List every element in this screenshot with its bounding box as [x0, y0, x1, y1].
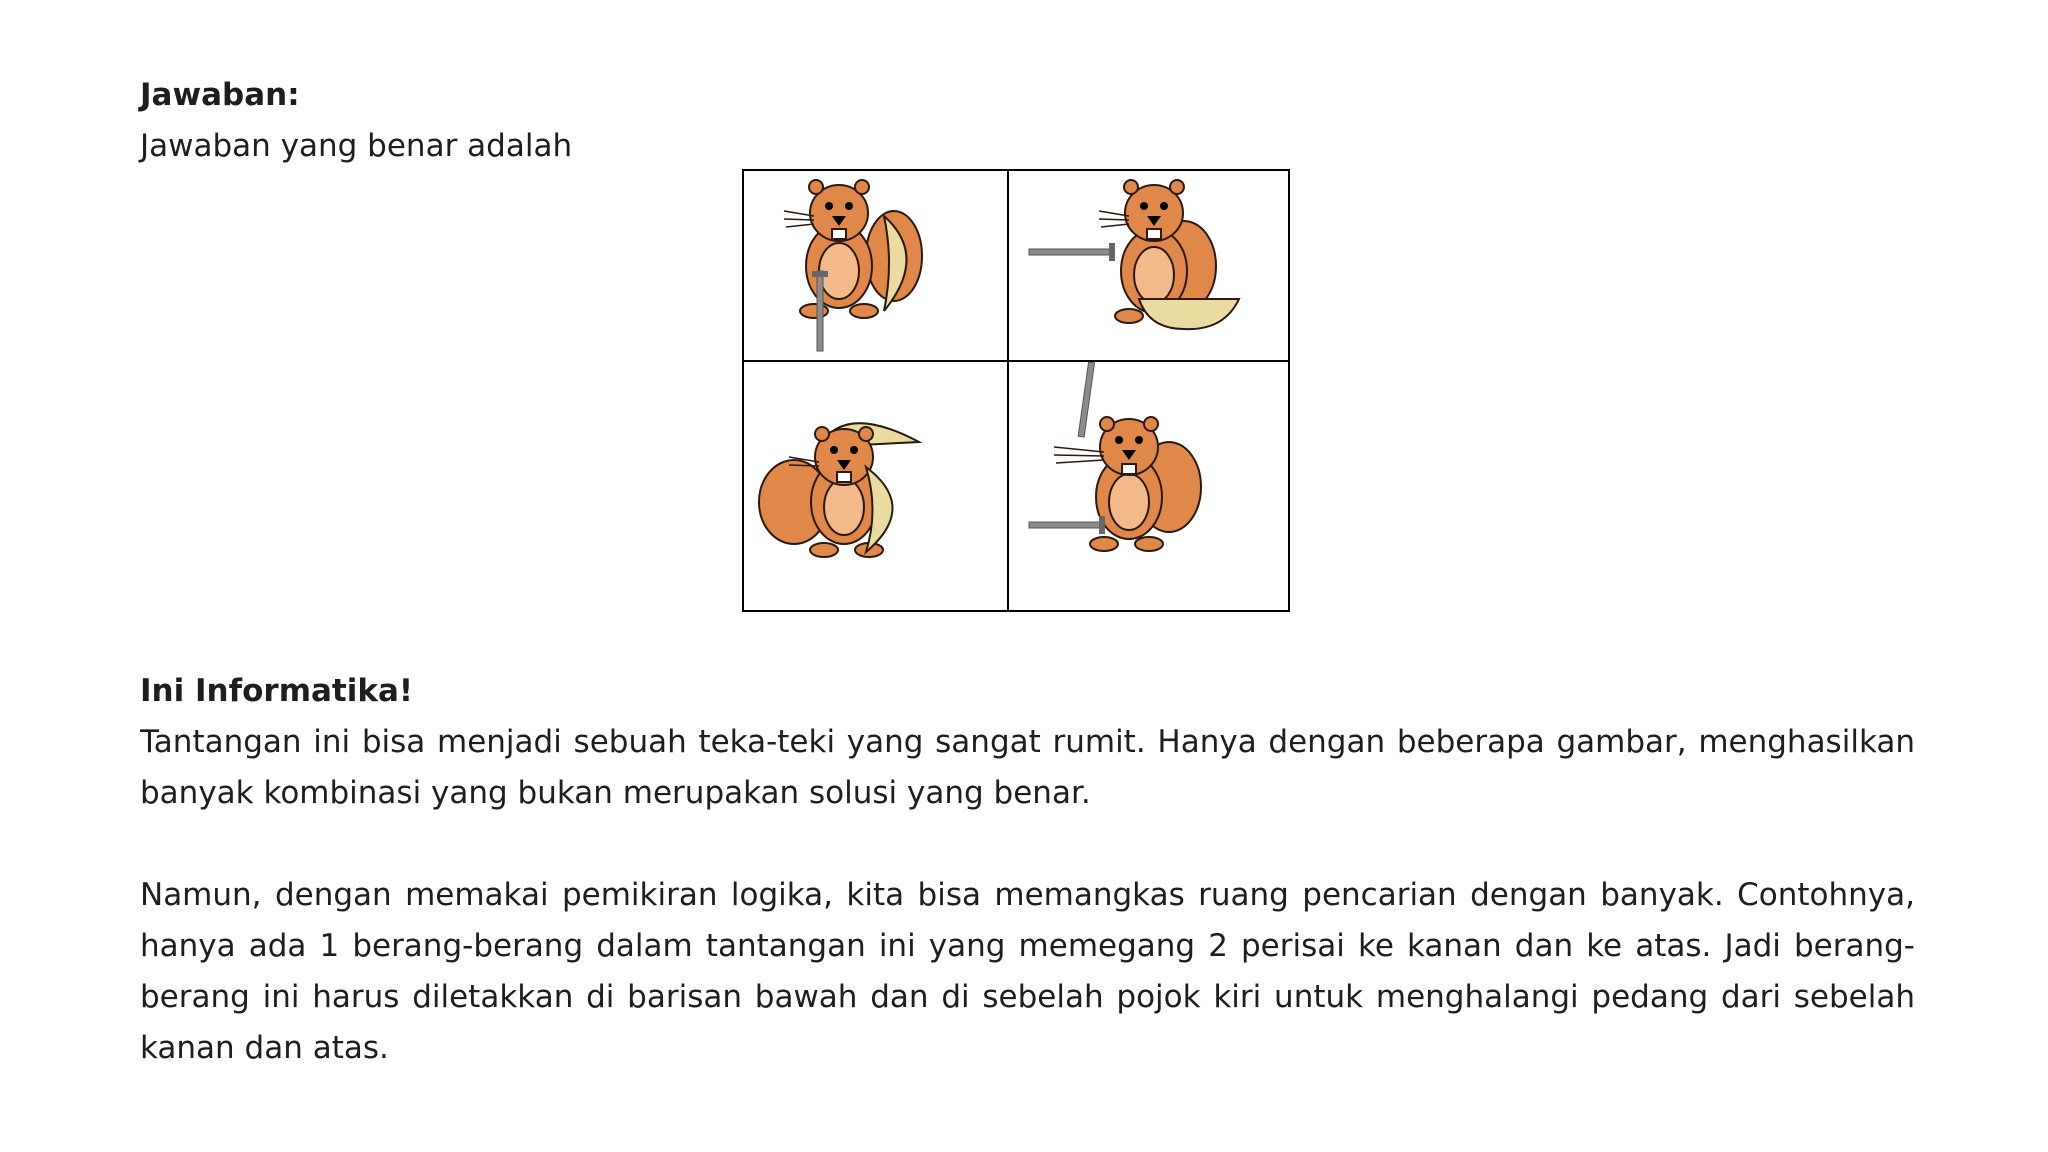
beaver-grid-figure [742, 169, 1290, 612]
answer-section [140, 70, 1915, 172]
answer-heading: Jawaban: [140, 77, 300, 113]
grid-cell-top-left [744, 171, 1009, 362]
grid-cell-bottom-right [1009, 362, 1288, 610]
beaver-sword-up-sword-left-image [1009, 362, 1288, 610]
grid-cell-top-right [1009, 171, 1288, 362]
answer-intro: Jawaban yang benar adalah [140, 128, 573, 164]
informatics-paragraph-2: Namun, dengan memakai pemikiran logika, kita bisa memangkas ruang pencarian dengan banyak. Contohnya, hanya ada 1 berang-berang dalam tantangan ini yang memegang 2 perisai ke kanan dan ke atas. Jadi berang-berang ini harus diletakkan di barisan bawah dan di sebelah pojok kiri untuk menghalangi pedang dari sebelah kanan dan atas. [140, 877, 1915, 1066]
grid-cell-bottom-left [744, 362, 1009, 610]
beaver-sword-left-shield-down-image [1009, 171, 1288, 362]
beaver-sword-down-shield-right-image [744, 171, 1009, 362]
informatics-section [140, 666, 1915, 1074]
informatics-heading: Ini Informatika! [140, 673, 414, 709]
informatics-paragraph-1: Tantangan ini bisa menjadi sebuah teka-teki yang sangat rumit. Hanya dengan beberapa gambar, menghasilkan banyak kombinasi yang bukan merupakan solusi yang benar. [140, 724, 1915, 811]
beaver-shield-up-shield-right-image [744, 362, 1009, 610]
